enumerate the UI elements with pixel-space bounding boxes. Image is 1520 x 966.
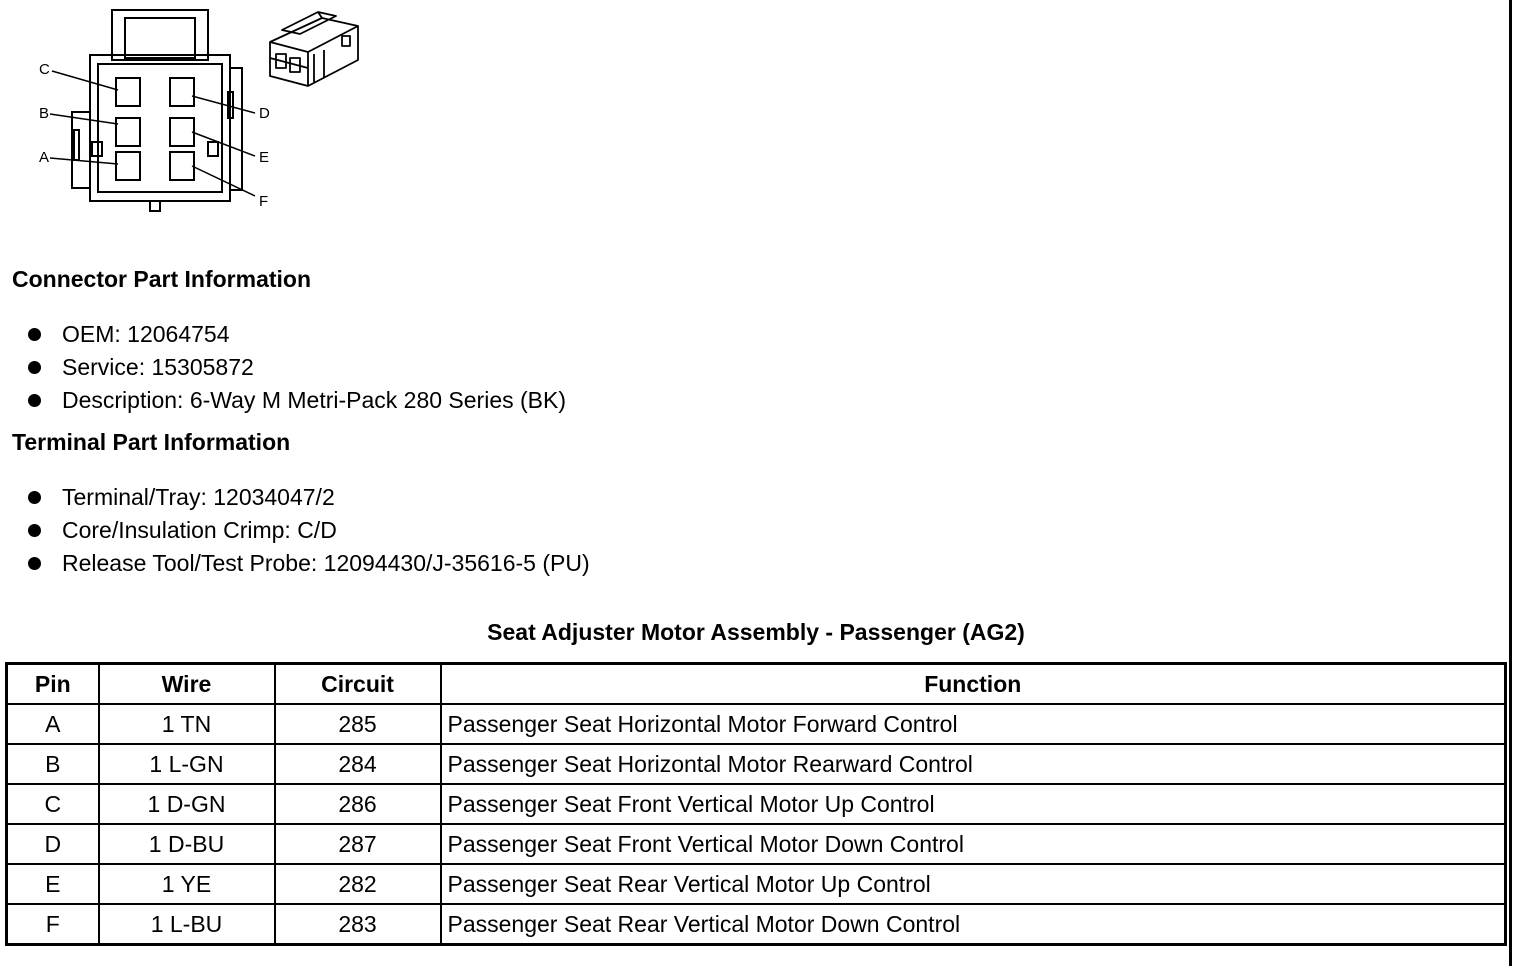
- list-item: OEM: 12064754: [28, 318, 566, 351]
- cavity-e: [170, 118, 194, 146]
- header-function: Function: [441, 664, 1506, 705]
- cell-wire: 1 YE: [99, 864, 275, 904]
- pin-label-c: C: [39, 61, 50, 78]
- pin-label-d: D: [259, 105, 270, 122]
- cell-wire: 1 TN: [99, 704, 275, 744]
- cell-function: Passenger Seat Horizontal Motor Forward Control: [441, 704, 1506, 744]
- bullet-icon: [28, 394, 41, 407]
- connector-isometric-illustration: [262, 2, 366, 90]
- cell-wire: 1 D-BU: [99, 824, 275, 864]
- pin-label-b: B: [39, 105, 50, 122]
- table-title: Seat Adjuster Motor Assembly - Passenger (AG2): [487, 619, 1025, 645]
- header-circuit: Circuit: [275, 664, 441, 705]
- cell-circuit: 287: [275, 824, 441, 864]
- cell-function: Passenger Seat Horizontal Motor Rearward Control: [441, 744, 1506, 784]
- cell-function: Passenger Seat Front Vertical Motor Down Control: [441, 824, 1506, 864]
- cell-pin: E: [7, 864, 99, 904]
- cell-pin: F: [7, 904, 99, 945]
- cell-function: Passenger Seat Rear Vertical Motor Up Control: [441, 864, 1506, 904]
- cavity-a: [116, 152, 140, 180]
- table-header-row: [7, 664, 1506, 705]
- cavity-f: [170, 152, 194, 180]
- cell-circuit: 285: [275, 704, 441, 744]
- table-row: [7, 864, 1506, 904]
- connector-housing: [90, 55, 230, 201]
- pin-label-a: A: [39, 149, 50, 166]
- cell-function: Passenger Seat Rear Vertical Motor Down Control: [441, 904, 1506, 945]
- table-row: [7, 824, 1506, 864]
- cell-wire: 1 L-GN: [99, 744, 275, 784]
- cavity-d: [170, 78, 194, 106]
- list-item: Terminal/Tray: 12034047/2: [28, 481, 590, 514]
- cavity-c: [116, 78, 140, 106]
- table-row: [7, 704, 1506, 744]
- cell-pin: C: [7, 784, 99, 824]
- cell-circuit: 286: [275, 784, 441, 824]
- connector-face-diagram: [30, 0, 280, 220]
- header-wire: Wire: [99, 664, 275, 705]
- cell-function: Passenger Seat Front Vertical Motor Up Control: [441, 784, 1506, 824]
- connector-info-list: [28, 318, 566, 417]
- cell-pin: B: [7, 744, 99, 784]
- cell-pin: D: [7, 824, 99, 864]
- bullet-icon: [28, 557, 41, 570]
- bullet-icon: [28, 361, 41, 374]
- bullet-icon: [28, 524, 41, 537]
- pinout-table: [5, 662, 1507, 946]
- cell-circuit: 282: [275, 864, 441, 904]
- terminal-info-list: [28, 481, 590, 580]
- pin-label-e: E: [259, 149, 270, 166]
- list-item: Service: 15305872: [28, 351, 566, 384]
- table-row: [7, 784, 1506, 824]
- list-item: Description: 6-Way M Metri-Pack 280 Series (BK): [28, 384, 566, 417]
- cavity-b: [116, 118, 140, 146]
- terminal-info-title: Terminal Part Information: [12, 429, 291, 455]
- cell-pin: A: [7, 704, 99, 744]
- cell-circuit: 283: [275, 904, 441, 945]
- cell-wire: 1 D-GN: [99, 784, 275, 824]
- bullet-icon: [28, 328, 41, 341]
- bullet-icon: [28, 491, 41, 504]
- header-pin: Pin: [7, 664, 99, 705]
- cell-circuit: 284: [275, 744, 441, 784]
- table-row: [7, 904, 1506, 945]
- table-row: [7, 744, 1506, 784]
- pin-label-f: F: [259, 193, 269, 210]
- list-item: Core/Insulation Crimp: C/D: [28, 514, 590, 547]
- list-item: Release Tool/Test Probe: 12094430/J-35616-5 (PU): [28, 547, 590, 580]
- connector-info-title: Connector Part Information: [12, 266, 312, 292]
- cell-wire: 1 L-BU: [99, 904, 275, 945]
- page-right-border: [1509, 0, 1512, 966]
